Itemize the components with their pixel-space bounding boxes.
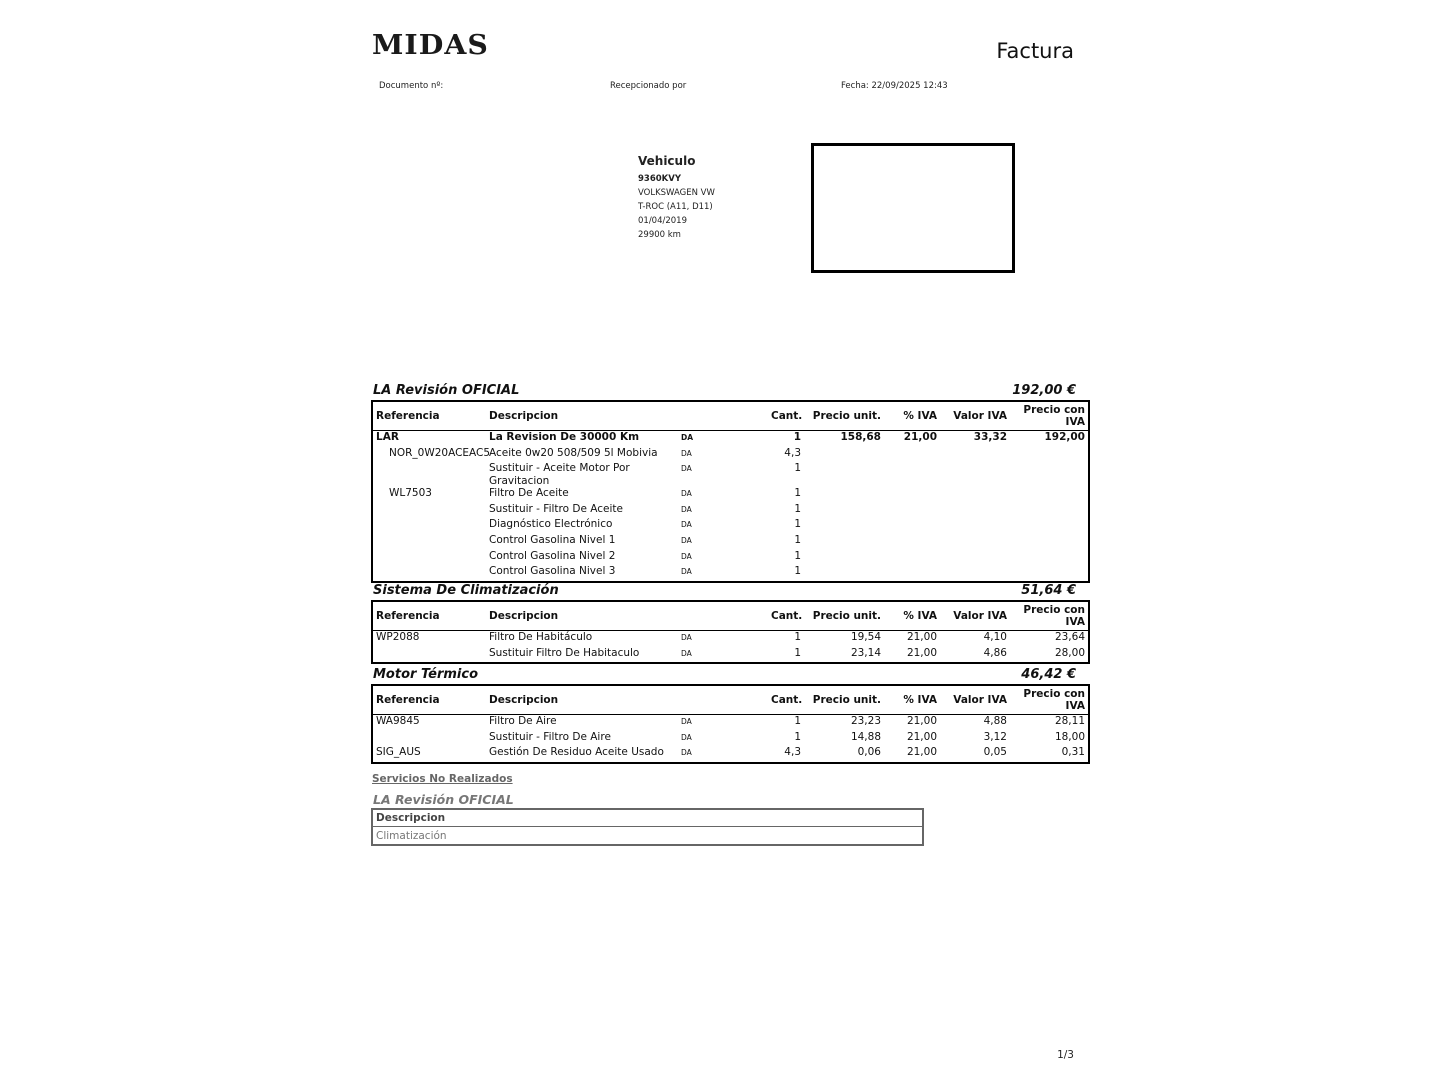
section-total: 46,42 €	[1021, 667, 1076, 682]
row-tipo: DA	[681, 717, 692, 726]
row-descripcion: Sustituir - Filtro De Aire	[489, 730, 611, 743]
row-tipo: DA	[681, 464, 692, 474]
row-iva-pct: 21,00	[906, 746, 937, 759]
col-iva-pct: % IVA	[884, 401, 940, 431]
row-iva-pct: 21,00	[906, 715, 937, 727]
row-descripcion: Sustituir - Aceite Motor Por Gravitacion	[489, 462, 630, 487]
row-precio-con-iva	[1010, 487, 1089, 503]
row-descripcion: Control Gasolina Nivel 2	[489, 549, 616, 562]
row-descripcion: Filtro De Aceite	[489, 487, 569, 500]
row-precio-unit	[804, 534, 884, 550]
items-table	[371, 684, 1090, 764]
col-precio-con-iva: Precio con IVA	[1010, 601, 1089, 631]
row-iva-pct	[884, 503, 940, 519]
row-referencia	[372, 550, 486, 566]
table-row	[372, 462, 1089, 487]
table-row	[372, 503, 1089, 519]
row-tipo: DA	[681, 748, 692, 758]
row-descripcion: Aceite 0w20 508/509 5l Mobivia	[489, 446, 658, 459]
table-row	[372, 731, 1089, 747]
document-type-title: Factura	[996, 39, 1074, 63]
vehicle-image-box	[811, 143, 1015, 273]
row-referencia	[372, 503, 486, 519]
row-valor-iva: 4,10	[983, 631, 1007, 643]
recepcionado-label: Recepcionado por	[610, 81, 687, 91]
table-row	[372, 550, 1089, 566]
midas-logo: MIDAS	[372, 30, 489, 61]
vehicle-km: 29900 km	[638, 230, 681, 240]
row-referencia: NOR_0W20ACEAC5	[389, 446, 491, 459]
vehicle-heading: Vehiculo	[638, 154, 696, 168]
not-done-table	[371, 808, 924, 846]
col-precio-unit: Precio unit.	[804, 401, 884, 431]
table-header-row	[372, 685, 1089, 715]
vehicle-plate: 9360KVY	[638, 174, 681, 184]
table-row	[372, 534, 1089, 550]
items-table	[371, 600, 1090, 664]
row-valor-iva	[940, 447, 1010, 463]
row-precio-con-iva	[1010, 534, 1089, 550]
row-valor-iva	[940, 503, 1010, 519]
row-cantidad: 1	[794, 631, 801, 643]
row-precio-con-iva: 23,64	[1054, 631, 1085, 643]
not-done-item: Climatización	[376, 829, 447, 842]
row-iva-pct	[884, 534, 940, 550]
col-iva-pct: % IVA	[884, 685, 940, 715]
col-valor-iva: Valor IVA	[940, 401, 1010, 431]
row-descripcion: Sustituir - Filtro De Aceite	[489, 502, 623, 515]
section-name: Sistema De Climatización	[373, 583, 559, 598]
row-valor-iva: 4,86	[983, 646, 1007, 659]
row-descripcion: Gestión De Residuo Aceite Usado	[489, 746, 664, 759]
row-valor-iva	[940, 462, 1010, 487]
row-iva-pct	[884, 550, 940, 566]
row-valor-iva: 4,88	[983, 715, 1007, 727]
row-valor-iva	[940, 565, 1010, 582]
row-tipo: DA	[681, 433, 694, 442]
row-precio-unit: 158,68	[840, 431, 881, 443]
row-descripcion: Sustituir Filtro De Habitaculo	[489, 646, 640, 659]
table-row	[372, 518, 1089, 534]
row-precio-con-iva: 28,00	[1054, 646, 1085, 659]
section-name: LA Revisión OFICIAL	[373, 383, 520, 398]
row-tipo: DA	[681, 504, 692, 514]
row-precio-unit	[804, 487, 884, 503]
row-iva-pct	[884, 518, 940, 534]
row-cantidad: 1	[793, 431, 801, 443]
section-title	[373, 383, 1076, 398]
table-row	[372, 647, 1089, 664]
row-precio-con-iva: 28,11	[1054, 715, 1085, 727]
row-cantidad: 1	[794, 462, 801, 475]
col-precio-unit: Precio unit.	[804, 601, 884, 631]
table-row	[372, 631, 1089, 647]
row-tipo: DA	[681, 448, 692, 458]
table-row	[372, 565, 1089, 582]
col-tipo	[678, 401, 768, 431]
col-tipo	[678, 685, 768, 715]
not-done-row	[372, 827, 923, 846]
col-iva-pct: % IVA	[884, 601, 940, 631]
row-valor-iva: 0,05	[983, 746, 1007, 759]
row-iva-pct: 21,00	[906, 631, 937, 643]
col-tipo	[678, 601, 768, 631]
not-done-section-title: LA Revisión OFICIAL	[373, 792, 514, 807]
section-name: Motor Térmico	[373, 667, 479, 682]
fecha-label: Fecha: 22/09/2025 12:43	[841, 81, 948, 91]
row-precio-unit: 14,88	[850, 730, 881, 743]
row-cantidad: 1	[794, 502, 801, 515]
row-precio-unit: 23,23	[850, 715, 881, 727]
row-valor-iva: 3,12	[983, 730, 1007, 743]
col-valor-iva: Valor IVA	[940, 685, 1010, 715]
row-tipo: DA	[681, 489, 692, 499]
row-precio-unit: 19,54	[850, 631, 881, 643]
table-header-row	[372, 601, 1089, 631]
row-precio-con-iva	[1010, 447, 1089, 463]
row-iva-pct: 21,00	[906, 646, 937, 659]
table-row	[372, 447, 1089, 463]
row-referencia: SIG_AUS	[376, 746, 421, 759]
col-cantidad: Cant.	[768, 401, 804, 431]
table-row	[372, 715, 1089, 731]
row-tipo: DA	[681, 633, 692, 642]
row-descripcion: Filtro De Aire	[489, 715, 557, 727]
not-done-header: Descripcion	[372, 809, 923, 827]
row-precio-con-iva	[1010, 503, 1089, 519]
row-tipo: DA	[681, 551, 692, 561]
row-precio-unit: 0,06	[857, 746, 881, 759]
section-title	[373, 583, 1076, 598]
vehicle-date: 01/04/2019	[638, 216, 687, 226]
row-referencia	[372, 534, 486, 550]
row-precio-unit: 23,14	[850, 646, 881, 659]
row-cantidad: 4,3	[784, 746, 801, 759]
col-referencia: Referencia	[372, 601, 486, 631]
table-row	[372, 431, 1089, 447]
row-iva-pct	[884, 462, 940, 487]
row-descripcion: Diagnóstico Electrónico	[489, 518, 613, 531]
row-precio-con-iva	[1010, 518, 1089, 534]
row-descripcion: Filtro De Habitáculo	[489, 631, 593, 643]
row-precio-con-iva: 0,31	[1061, 746, 1085, 759]
row-precio-con-iva	[1010, 565, 1089, 582]
col-cantidad: Cant.	[768, 601, 804, 631]
row-precio-unit	[804, 503, 884, 519]
section-title	[373, 667, 1076, 682]
row-cantidad: 1	[794, 730, 801, 743]
row-precio-unit	[804, 565, 884, 582]
row-valor-iva	[940, 487, 1010, 503]
col-descripcion: Descripcion	[486, 601, 678, 631]
table-row	[372, 746, 1089, 763]
row-iva-pct	[884, 487, 940, 503]
row-tipo: DA	[681, 535, 692, 545]
col-cantidad: Cant.	[768, 685, 804, 715]
row-referencia	[372, 518, 486, 534]
vehicle-model: T-ROC (A11, D11)	[638, 202, 713, 212]
row-referencia	[372, 565, 486, 582]
row-iva-pct	[884, 447, 940, 463]
col-referencia: Referencia	[372, 401, 486, 431]
col-descripcion: Descripcion	[486, 685, 678, 715]
row-valor-iva: 33,32	[973, 431, 1007, 443]
vehicle-make: VOLKSWAGEN VW	[638, 188, 715, 198]
section-total: 51,64 €	[1021, 583, 1076, 598]
row-referencia: WA9845	[376, 715, 420, 727]
row-precio-unit	[804, 462, 884, 487]
row-precio-con-iva: 192,00	[1044, 431, 1085, 443]
row-iva-pct	[884, 565, 940, 582]
table-row	[372, 487, 1089, 503]
documento-label: Documento nº:	[379, 81, 444, 91]
row-valor-iva	[940, 534, 1010, 550]
row-referencia	[372, 462, 486, 487]
row-precio-con-iva: 18,00	[1054, 730, 1085, 743]
col-referencia: Referencia	[372, 685, 486, 715]
row-tipo: DA	[681, 648, 692, 658]
row-descripcion: Control Gasolina Nivel 1	[489, 533, 616, 546]
row-valor-iva	[940, 550, 1010, 566]
col-valor-iva: Valor IVA	[940, 601, 1010, 631]
row-valor-iva	[940, 518, 1010, 534]
not-done-title: Servicios No Realizados	[372, 773, 513, 785]
row-referencia: WL7503	[389, 487, 432, 500]
row-iva-pct: 21,00	[906, 730, 937, 743]
page-number: 1/3	[1057, 1049, 1074, 1061]
row-cantidad: 1	[794, 715, 801, 727]
row-tipo: DA	[681, 732, 692, 742]
row-cantidad: 1	[794, 549, 801, 562]
row-iva-pct: 21,00	[903, 431, 937, 443]
row-cantidad: 1	[794, 533, 801, 546]
col-descripcion: Descripcion	[486, 401, 678, 431]
row-descripcion: Control Gasolina Nivel 3	[489, 565, 616, 578]
row-tipo: DA	[681, 567, 692, 577]
items-table	[371, 400, 1090, 583]
row-cantidad: 1	[794, 646, 801, 659]
section-total: 192,00 €	[1012, 383, 1076, 398]
table-header-row	[372, 401, 1089, 431]
row-cantidad: 1	[794, 518, 801, 531]
row-referencia	[372, 647, 486, 664]
col-precio-unit: Precio unit.	[804, 685, 884, 715]
row-referencia: LAR	[376, 431, 399, 443]
row-cantidad: 1	[794, 487, 801, 500]
row-precio-unit	[804, 518, 884, 534]
row-descripcion: La Revision De 30000 Km	[489, 431, 640, 443]
row-precio-con-iva	[1010, 550, 1089, 566]
row-cantidad: 1	[794, 565, 801, 578]
vehicle-block	[638, 154, 715, 242]
col-precio-con-iva: Precio con IVA	[1010, 401, 1089, 431]
row-referencia: WP2088	[376, 631, 420, 643]
row-referencia	[372, 731, 486, 747]
row-precio-unit	[804, 550, 884, 566]
row-tipo: DA	[681, 520, 692, 530]
col-precio-con-iva: Precio con IVA	[1010, 685, 1089, 715]
row-precio-con-iva	[1010, 462, 1089, 487]
row-precio-unit	[804, 447, 884, 463]
row-cantidad: 4,3	[784, 446, 801, 459]
